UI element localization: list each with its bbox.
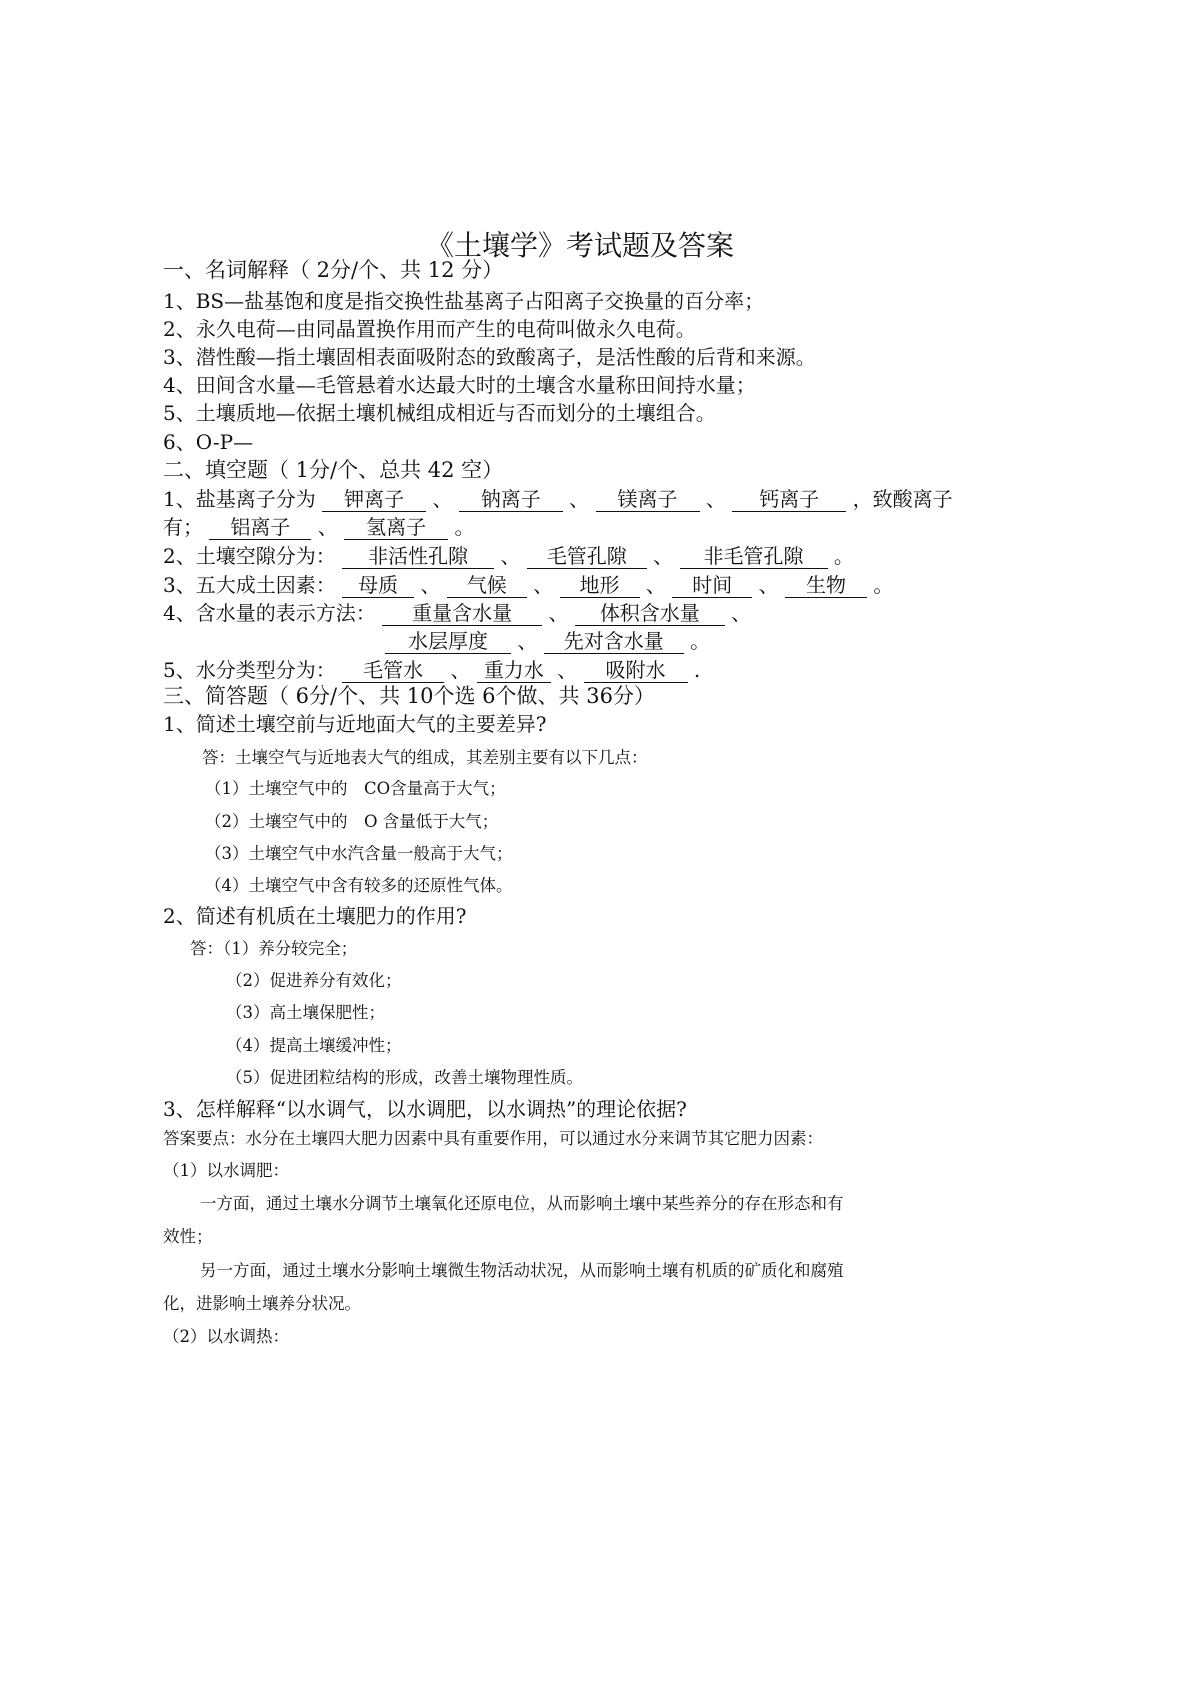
fill-question-3: 3、五大成土因素： 母质 、 气候 、 地形 、 时间 、 生物 。: [163, 573, 894, 597]
page-title: 《土壤学》考试题及答案: [425, 229, 734, 262]
short-q2-point-2: （2）促进养分有效化；: [226, 971, 402, 990]
fill-q4-prefix: 4、含水量的表示方法：: [163, 601, 376, 625]
fill-q4-answer-1: 重量含水量: [382, 603, 542, 626]
fill-q5-answer-1: 毛管水: [342, 660, 444, 683]
fill-question-2: 2、土壤空隙分为： 非活性孔隙 、 毛管孔隙 、 非毛管孔隙 。: [163, 544, 854, 568]
short-q3-sub-1: （1）以水调肥：: [163, 1161, 289, 1180]
fill-q2-answer-2: 毛管孔隙: [527, 546, 647, 569]
short-q2-point-3: （3）高土壤保肥性；: [226, 1003, 385, 1022]
short-q1-point-4: （4）土壤空气中含有较多的还原性气体。: [205, 876, 513, 895]
fill-q3-answer-1: 母质: [342, 575, 414, 598]
short-q2-point-5: （5）促进团粒结构的形成，改善土壤物理性质。: [226, 1068, 583, 1087]
short-q2-point-4: （4）提高土壤缓冲性；: [226, 1036, 402, 1055]
fill-q3-answer-3: 地形: [560, 575, 640, 598]
fill-q4-answer-3: 水层厚度: [385, 631, 511, 654]
term-item-6: 6、O-P—: [163, 430, 254, 454]
fill-q5-answer-3: 吸附水: [584, 660, 688, 683]
short-q1-point-3: （3）土壤空气中水汽含量一般高于大气；: [205, 844, 513, 863]
fill-q1-answer-2: 钠离子: [459, 489, 563, 512]
fill-q3-answer-4: 时间: [672, 575, 752, 598]
term-item-3: 3、潜性酸—指土壤固相表面吸附态的致酸离子，是活性酸的后背和来源。: [163, 345, 816, 369]
short-q3-para-1a: 一方面，通过土壤水分调节土壤氧化还原电位，从而影响土壤中某些养分的存在形态和有: [200, 1194, 844, 1213]
short-q1-point-1: （1）土壤空气中的 CO含量高于大气；: [205, 779, 506, 798]
short-q1-point-2: （2）土壤空气中的 O 含量低于大气；: [205, 812, 499, 831]
short-question-2: 2、简述有机质在土壤肥力的作用?: [163, 904, 467, 928]
fill-q3-answer-2: 气候: [447, 575, 527, 598]
fill-q1-prefix: 1、盐基离子分为: [163, 487, 316, 511]
short-question-3: 3、怎样解释“以水调气，以水调肥，以水调热”的理论依据?: [163, 1097, 687, 1121]
short-q2-point-1: 答：（1）养分较完全；: [190, 939, 358, 958]
fill-q2-answer-1: 非活性孔隙: [342, 546, 494, 569]
fill-q1-prefix2: 有；: [163, 515, 203, 539]
short-question-1: 1、简述土壤空前与近地面大气的主要差异?: [163, 712, 547, 736]
short-q3-para-2a: 另一方面，通过土壤水分影响土壤微生物活动状况，从而影响土壤有机质的矿质化和腐殖: [200, 1261, 844, 1280]
section3-heading: 三、简答题（ 6分/个、共 10个选 6个做、共 36分）: [163, 684, 655, 708]
fill-q2-prefix: 2、土壤空隙分为：: [163, 544, 336, 568]
fill-q5-prefix: 5、水分类型分为：: [163, 658, 336, 682]
section2-heading: 二、填空题（ 1分/个、总共 42 空）: [163, 458, 504, 482]
fill-q4-answer-2: 体积含水量: [575, 603, 725, 626]
fill-q1-answer-4: 钙离子: [732, 489, 846, 512]
short-q3-answer-intro: 答案要点：水分在土壤四大肥力因素中具有重要作用，可以通过水分来调节其它肥力因素：: [163, 1129, 823, 1148]
short-q3-sub-2: （2）以水调热：: [163, 1327, 289, 1346]
fill-question-1-cont: 有； 铝离子 、 氢离子 。: [163, 515, 475, 539]
fill-q5-answer-2: 重力水: [477, 660, 551, 683]
fill-question-1: 1、盐基离子分为 钾离子 、 钠离子 、 镁离子 、 钙离子 ，致酸离子: [163, 487, 953, 511]
fill-q1-answer-3: 镁离子: [596, 489, 700, 512]
fill-q1-answer-1: 钾离子: [322, 489, 426, 512]
fill-q1-answer-6: 氢离子: [344, 517, 448, 540]
fill-q3-answer-5: 生物: [785, 575, 867, 598]
term-item-1: 1、BS—盐基饱和度是指交换性盐基离子占阳离子交换量的百分率；: [163, 289, 765, 313]
fill-question-4: 4、含水量的表示方法： 重量含水量 、 体积含水量 、: [163, 601, 752, 625]
term-item-2: 2、永久电荷—由同晶置换作用而产生的电荷叫做永久电荷。: [163, 317, 696, 341]
fill-question-5: 5、水分类型分为： 毛管水 、 重力水 、 吸附水 .: [163, 658, 701, 682]
term-item-4: 4、田间含水量—毛管悬着水达最大时的土壤含水量称田间持水量；: [163, 373, 756, 397]
fill-question-4-cont: 水层厚度 、 先对含水量 。: [385, 631, 710, 654]
fill-q1-answer-5: 铝离子: [209, 517, 311, 540]
fill-q1-mid: ，致酸离子: [852, 487, 953, 511]
section1-heading: 一、名词解释（ 2分/个、共 12 分）: [163, 258, 504, 282]
fill-q3-prefix: 3、五大成土因素：: [163, 573, 336, 597]
short-q1-answer-intro: 答：土壤空气与近地表大气的组成，其差别主要有以下几点：: [202, 748, 648, 767]
short-q3-para-1b: 效性；: [163, 1227, 213, 1246]
term-item-5: 5、土壤质地—依据土壤机械组成相近与否而划分的土壤组合。: [163, 401, 716, 425]
short-q3-para-2b: 化，进影响土壤养分状况。: [163, 1294, 361, 1313]
fill-q4-answer-4: 先对含水量: [544, 631, 684, 654]
fill-q2-answer-3: 非毛管孔隙: [680, 546, 828, 569]
